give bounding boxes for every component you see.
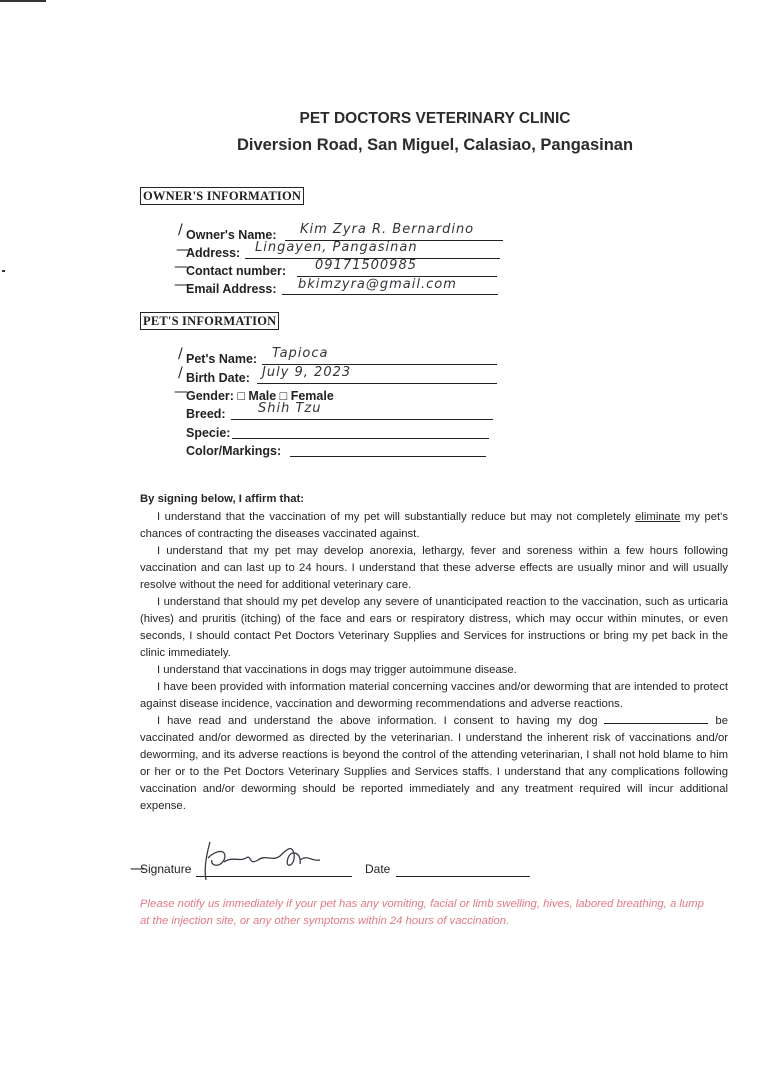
check-mark-icon: / — [178, 365, 183, 381]
affirmation-p1-text-end: my pet's chances of contracting the diseases vaccinated against. — [140, 511, 728, 540]
clinic-name: PET DOCTORS VETERINARY CLINIC — [299, 110, 571, 127]
pet-birth-label: Birth Date: — [186, 371, 250, 385]
clinic-address: Diversion Road, San Miguel, Calasiao, Pangasinan — [236, 136, 634, 154]
pet-gender-label[interactable]: Gender: □ Male □ Female — [186, 389, 334, 403]
pet-name-label: Pet's Name: — [186, 352, 258, 366]
dog-name-blank[interactable] — [604, 713, 708, 724]
owner-name-value[interactable]: Kim Zyra R. Bernardino — [300, 222, 475, 237]
check-mark-icon: — — [176, 242, 190, 258]
owner-contact-label: Contact number: — [186, 264, 286, 278]
affirmation-intro: By signing below, I affirm that: — [140, 493, 305, 505]
pet-breed-label: Breed: — [186, 407, 226, 421]
post-vaccination-notice: Please notify us immediately if your pet has any vomiting, facial or limb swelling, hives, labored breathing, a lump at the injection site, or any other symptoms within 24 hours of vaccination. — [140, 898, 704, 927]
owner-address-value[interactable]: Lingayen, Pangasinan — [255, 240, 418, 255]
date-label: Date — [365, 862, 391, 876]
pet-breed-value[interactable]: Shih Tzu — [258, 401, 322, 416]
pet-color-line[interactable] — [290, 456, 486, 457]
check-mark-icon: — — [174, 384, 188, 400]
check-mark-icon: — — [174, 277, 188, 293]
check-mark-icon: / — [178, 222, 183, 238]
affirmation-paragraph-2: I understand that my pet may develop anorexia, lethargy, fever and soreness within a few hours following vaccination and can last up to 24 hours. I understand that these adverse effects are usually minor and will usually resolve without the need for additional veterinary care. — [140, 545, 728, 591]
affirmation-paragraph-5: I have been provided with information material concerning vaccines and/or deworming that are intended to protect against disease incidence, vaccination and deworming recommendations and adverse reactions. — [140, 681, 728, 710]
affirmation-paragraph-6 — [140, 713, 728, 815]
pet-specie-line[interactable] — [232, 438, 489, 439]
owner-email-line — [282, 294, 498, 295]
affirmation-paragraph-4: I understand that vaccinations in dogs may trigger autoimmune disease. — [157, 664, 517, 676]
check-mark-icon: / — [178, 346, 183, 362]
owner-name-label: Owner's Name: — [186, 228, 277, 242]
pet-breed-line — [231, 419, 493, 420]
owner-email-value[interactable]: bkimzyra@gmail.com — [298, 277, 457, 292]
affirmation-text — [140, 491, 728, 815]
affirmation-p1-underlined: eliminate — [635, 511, 681, 523]
scan-edge-mark — [2, 270, 5, 272]
pet-name-value[interactable]: Tapioca — [272, 346, 329, 361]
pet-color-label: Color/Markings: — [186, 444, 282, 458]
owner-contact-value[interactable]: 09171500985 — [315, 258, 417, 273]
owner-address-label: Address: — [186, 246, 241, 260]
owner-section-heading: OWNER'S INFORMATION — [140, 187, 304, 205]
handwritten-signature — [188, 836, 348, 886]
pet-section-heading: PET'S INFORMATION — [140, 312, 279, 330]
affirmation-p6-text: I have read and understand the above information. I consent to having my dog — [157, 715, 605, 727]
check-mark-icon: — — [174, 259, 188, 275]
affirmation-p6-text-end: be vaccinated and/or dewormed as directed by the veterinarian. I understand the inherent risk of vaccinations and/or deworming, and its adverse reactions is beyond the control of the attending veterinarian, I shall not hold blame to him or her or to the Pet Doctors Veterinary Supplies and Services staffs. I understand that any complications following vaccination and/or deworming should be reported immediately and any treatment required will incur additional expense. — [140, 715, 728, 812]
pet-specie-label: Specie: — [186, 426, 231, 440]
pet-birth-value[interactable]: July 9, 2023 — [262, 365, 352, 380]
signature-label: Signature — [140, 862, 192, 876]
affirmation-paragraph-3: I understand that should my pet develop any severe of unanticipated reaction to the vaccination, such as urticaria (hives) and pruritis (itching) of the face and ears or respiratory distress, which may occur within minutes, or even seconds, I should contact Pet Doctors Veterinary Supplies and Services for instructions or bring my pet back in the clinic immediately. — [140, 596, 728, 659]
affirmation-p1-text: I understand that the vaccination of my pet will substantially reduce but may not completely — [157, 511, 636, 523]
pet-birth-line — [257, 383, 497, 384]
owner-email-label: Email Address: — [186, 282, 277, 296]
affirmation-paragraph-1 — [140, 509, 728, 543]
scan-edge-mark — [0, 0, 46, 2]
check-mark-icon: — — [130, 859, 145, 877]
date-line[interactable] — [396, 876, 530, 877]
